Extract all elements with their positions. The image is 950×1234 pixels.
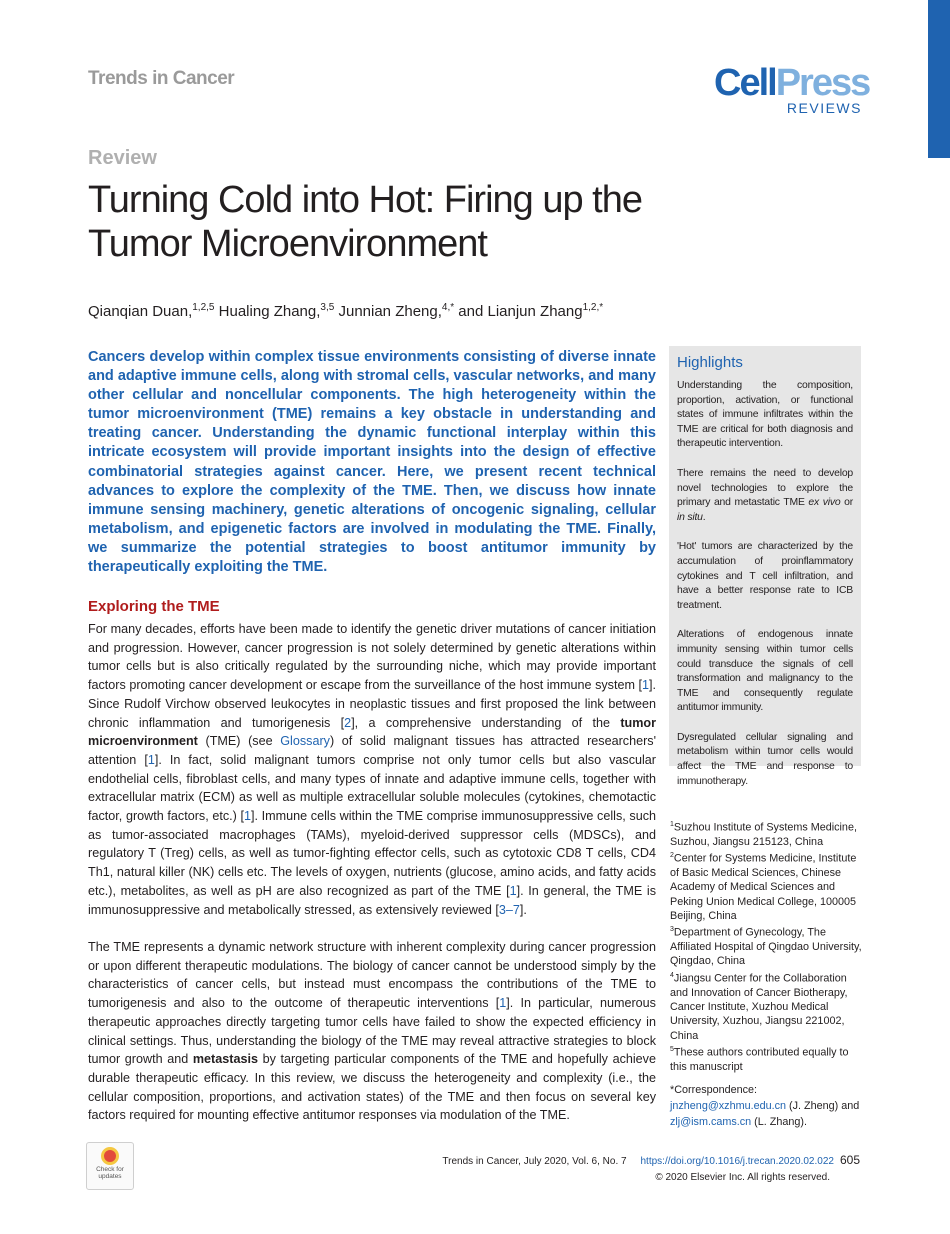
- glossary-term: metastasis: [192, 1052, 258, 1067]
- journal-citation: Trends in Cancer, July 2020, Vol. 6, No. 7: [442, 1156, 627, 1167]
- author-name: Qianqian Duan,: [88, 303, 193, 320]
- text-run: ]. In general, the TME is immunosuppressive and metabolically stressed, as extensively reviewed [: [88, 883, 656, 917]
- author-name: Junnian Zheng,: [334, 303, 442, 320]
- logo-press-text: Press: [775, 62, 870, 104]
- affiliation-mark: 2: [670, 852, 674, 860]
- highlight-item: Dysregulated cellular signaling and metabolism within tumor cells would affect the TME and response to immunotherapy.: [677, 731, 853, 787]
- logo-cell-text: Cell: [714, 62, 776, 104]
- author-affiliation-mark: 1,2,*: [582, 302, 604, 313]
- author-affiliation-mark: 3,5: [320, 302, 335, 313]
- check-for-updates-button[interactable]: [86, 1142, 134, 1190]
- text-run-italic: in situ: [677, 511, 703, 523]
- affiliation-text: Suzhou Institute of Systems Medicine, Suzhou, Jiangsu 215123, China: [670, 821, 857, 848]
- body-paragraph-2: [88, 938, 656, 1125]
- email-link[interactable]: jnzheng@xzhmu.edu.cn: [670, 1100, 786, 1112]
- affiliation-item: [670, 923, 865, 968]
- author-affiliation-mark: 1,2,5: [192, 302, 215, 313]
- citation-link[interactable]: 2: [344, 715, 352, 730]
- affiliation-item: [670, 849, 865, 923]
- text-run-italic: ex vivo: [808, 497, 841, 509]
- correspondence-line: [670, 1114, 865, 1130]
- glossary-term: tumor microenvironment: [88, 715, 656, 749]
- email-link[interactable]: zlj@ism.cams.cn: [670, 1116, 752, 1128]
- text-run: There remains the need to develop novel technologies to explore the primary and metastatic TME: [677, 467, 853, 509]
- cellpress-logo[interactable]: [714, 62, 870, 118]
- affiliation-mark: 4: [670, 971, 674, 979]
- highlight-item: 'Hot' tumors are characterized by the accumulation of proinflammatory cytokines and T cell infiltration, and have a better response rate to ICB treatment.: [677, 541, 853, 611]
- text-run: or: [840, 497, 853, 509]
- text-run: ]. Immune cells within the TME comprise immunosuppressive cells, such as tumor-associated macrophages (TAMs), myeloid-derived suppressor cells (MDSCs), and regulatory T (Treg) cells, as well as tumor-fighting effector cells, such as cytotoxic CD8 T cells, CD4 Th1, natural killer (NK) cells etc. The levels of oxygen, nutrients (glucose, amino acids, and fatty acids etc.), metabolites, as well as pH are also recognized as part of the TME [: [88, 809, 656, 898]
- correspondence-line: [670, 1098, 865, 1114]
- citation-link[interactable]: 1: [244, 809, 252, 824]
- text-run: The TME represents a dynamic network structure with inherent complexity during cancer progression or upon different therapeutic modulations. The biology of cancer cannot be understood simply by the characteristics of cancer cells, but instead must encompass the contributions of the TME to tumorigenesis and also to the outcome of therapeutic interventions [: [88, 940, 656, 1011]
- correspondence-label: *Correspondence:: [670, 1084, 758, 1096]
- affiliation-mark: 1: [670, 821, 674, 828]
- affiliation-text: Department of Gynecology, The Affiliated Hospital of Qingdao University, Qingdao, China: [670, 926, 862, 968]
- author-list: [88, 302, 603, 320]
- crossmark-icon: [101, 1147, 119, 1165]
- citation-link[interactable]: 1: [641, 678, 649, 693]
- affiliation-item: [670, 818, 865, 849]
- citation-link[interactable]: 1: [509, 883, 517, 898]
- affiliation-text: Jiangsu Center for the Collaboration and Innovation of Cancer Biotherapy, Cancer Institute, Xuzhou Medical University, Xuzhou, Jiangsu 221002, China: [670, 972, 848, 1042]
- affiliation-item: [670, 1043, 865, 1074]
- highlights-title: Highlights: [677, 354, 743, 371]
- author-name: and Lianjun Zhang: [454, 303, 583, 320]
- citation-link[interactable]: 3–7: [498, 902, 520, 917]
- affiliation-text: Center for Systems Medicine, Institute of Basic Medical Sciences, Chinese Academy of Medical Sciences and Peking Union Medical College, 100005 Beijing, China: [670, 852, 857, 922]
- affiliations: [670, 818, 865, 1074]
- abstract: Cancers develop within complex tissue environments consisting of diverse innate and adaptive immune cells, along with stromal cells, vascular networks, and many other cellular and noncellular components. The high heterogeneity within the tumor microenvironment (TME) remains a key obstacle in understanding and treating cancer. Understanding the dynamic functional interplay within this intricate ecosystem will provide important insights into the design of effective combinatorial strategies against cancer. Here, we present recent technical advances to explore the complexity of the TME. Then, we discuss how innate immune sensing machinery, genetic alterations of oncogenic signaling, cellular metabolism, and epigenetic factors are involved in modulating the TME. Finally, we summarize the potential strategies to boost antitumor immunity by therapeutically exploiting the TME.: [88, 349, 656, 576]
- text-run: by targeting particular components of the TME and hopefully achieve durable therapeutic efficacy. In this review, we discuss the heterogeneity and complexity (i.e., the cellular composition, proportions, and activation states) of the TME and then focus on several key factors required for mounting effective antitumor responses via modulation of the TME.: [88, 1052, 656, 1123]
- body-paragraph-1: [88, 620, 656, 919]
- check-updates-label: updates: [98, 1173, 122, 1180]
- text-run: (J. Zheng) and: [786, 1100, 860, 1112]
- logo-reviews-text: REVIEWS: [786, 100, 862, 116]
- text-run: .: [702, 511, 706, 523]
- footer-line-1: [440, 1152, 860, 1170]
- correspondence: [670, 1082, 865, 1130]
- side-color-tab: [928, 0, 950, 158]
- page-footer: [440, 1152, 860, 1186]
- affiliation-item: [670, 969, 865, 1043]
- text-run: For many decades, efforts have been made to identify the genetic driver mutations of cancer initiation and progression. However, cancer progression is not solely determined by genetic alterations within tumor cells but is also critically regulated by the surrounding niche, which may provide important factors promoting cancer development or escape from the surveillance of the host immune system [: [88, 622, 656, 693]
- highlights-box: [669, 346, 861, 787]
- affiliation-text: These authors contributed equally to this manuscript: [670, 1046, 849, 1073]
- citation-link[interactable]: 1: [499, 996, 507, 1011]
- check-updates-label: Check for: [96, 1166, 124, 1173]
- text-run: ], a comprehensive understanding of the: [351, 715, 621, 730]
- affiliation-mark: 5: [670, 1045, 674, 1053]
- section-heading: Exploring the TME: [88, 598, 220, 615]
- text-run: (L. Zhang).: [751, 1116, 807, 1128]
- journal-name: Trends in Cancer: [88, 68, 235, 89]
- text-run: ]. Since Rudolf Virchow observed leukocytes in neoplastic tissues and first proposed the link between chronic inflammation and tumorigenesis [: [88, 678, 656, 730]
- author-name: Hualing Zhang,: [214, 303, 321, 320]
- page-title: Turning Cold into Hot: Firing up the Tumor Microenvironment: [88, 179, 643, 265]
- copyright: © 2020 Elsevier Inc. All rights reserved.: [655, 1172, 830, 1183]
- doi-link[interactable]: https://doi.org/10.1016/j.trecan.2020.02.022: [640, 1156, 834, 1167]
- citation-link[interactable]: 1: [147, 752, 155, 767]
- text-run: ].: [519, 902, 527, 917]
- text-run: ]. In fact, solid malignant tumors comprise not only tumor cells but also vascular endothelial cells, fibroblast cells, and many types of innate and adaptive immune cells, together with extracellular matrix (ECM) as well as multiple extracellular soluble molecules (cytokines, chemotactic factor, growth factors, etc.) [: [88, 752, 656, 824]
- highlight-item: [677, 467, 853, 525]
- author-affiliation-mark: 4,*: [441, 302, 455, 313]
- article-type: Review: [88, 147, 157, 169]
- glossary-link[interactable]: Glossary: [280, 734, 330, 749]
- highlight-item: Alterations of endogenous innate immunity sensing within tumor cells could transduce the signals of cell transformation and malignancy to the TME and consequently regulate antitumor immunity.: [677, 629, 853, 714]
- highlight-item: Understanding the composition, proportion, activation, or functional states of immune infiltrates within the TME are critical for both diagnosis and therapeutic intervention.: [677, 380, 853, 450]
- text-run: ) of solid malignant tissues has attracted researchers' attention [: [88, 734, 656, 767]
- text-run: (TME) (see: [197, 734, 281, 749]
- page-number: 605: [839, 1153, 860, 1167]
- text-run: ]. In particular, numerous therapeutic approaches directly targeting tumor cells have failed to show the expected efficiency in clinical settings. Thus, understanding the biology of the TME may reveal attractive strategies to block tumor growth and: [88, 996, 656, 1067]
- affiliation-mark: 3: [670, 926, 674, 934]
